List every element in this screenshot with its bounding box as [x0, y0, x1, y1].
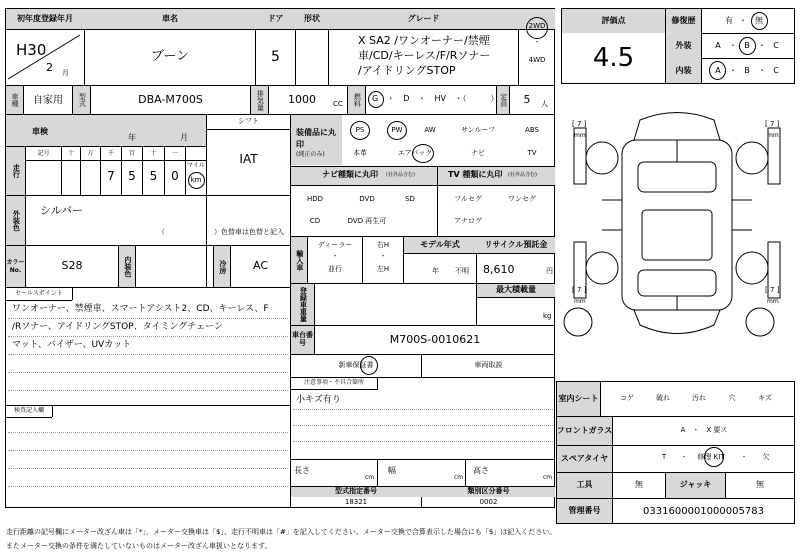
height-unit: cm: [543, 474, 553, 481]
type-number-label: 型式指定番号: [335, 487, 377, 496]
import-parallel: 並行: [328, 265, 342, 274]
dim-tr: [ 7 ]: [765, 120, 780, 128]
max-load-unit: kg: [543, 312, 552, 320]
color-value: シルバー: [40, 204, 83, 217]
glass-label: フロントガラス: [556, 425, 613, 435]
door-count: 5: [271, 48, 280, 65]
dim-bl: [ 7 ]: [572, 286, 587, 294]
navi-label: ナビ種類に丸印: [322, 170, 378, 179]
tv-label: TV 種類に丸印: [448, 170, 503, 179]
dim-tr-unit: mm: [767, 132, 779, 139]
glass-value: A ・ X 要ス: [680, 426, 728, 435]
sales-line-1: ワンオーナー、禁煙車、スマートアシスト2、CD、キーレス、F: [12, 304, 269, 314]
length-unit: cm: [365, 474, 375, 481]
capacity-unit: 人: [541, 100, 548, 108]
sales-line-3: マット、バイザー、UVカット: [12, 340, 132, 350]
grade-line-3: /アイドリングSTOP: [358, 64, 456, 77]
header-doors: ドア: [267, 13, 284, 23]
inspection-month: 月: [180, 133, 188, 142]
drive-2wd: 2WD: [528, 22, 546, 31]
jack-label: ジャッキ: [679, 480, 712, 490]
tv-fullseg: フルセグ: [454, 195, 482, 204]
sales-rule-2: [8, 336, 288, 337]
model-year-label: モデル年式: [420, 239, 460, 249]
mileage-label: 走行: [12, 164, 21, 178]
fuel-gasoline-circle: [368, 91, 384, 108]
warranty-circle: [360, 356, 378, 375]
new-car-warranty: 新車保証書: [338, 361, 374, 370]
km-circle: [188, 172, 205, 189]
inspection-notes-label: 検査記入欄: [13, 407, 44, 415]
unit-0: 十: [67, 149, 74, 157]
repair-no: 無: [755, 15, 763, 25]
equip-pw: PW: [391, 126, 403, 135]
unit-3: 百: [128, 149, 135, 157]
spare-dot: ・: [680, 453, 688, 462]
width-label: 幅: [388, 466, 396, 475]
tv-analog: アナログ: [454, 217, 482, 226]
digit-5: 0: [171, 169, 179, 184]
equip-abs: ABS: [525, 126, 539, 135]
max-load-label: 最大積載量: [496, 285, 536, 295]
repair-history-label: 修復歴: [671, 15, 696, 25]
fuel-options: G ・ D ・ HV ・（ ）: [372, 94, 499, 103]
exterior-dot-2: ・: [758, 40, 766, 50]
sales-label: セールスポイント: [15, 289, 63, 297]
inspection-label: 車検: [32, 127, 48, 136]
interior-dot-2: ・: [758, 65, 766, 75]
spare-dot-2: ・: [740, 453, 748, 462]
import-dot: ・: [331, 252, 339, 261]
mileage-kigo: 記号: [37, 149, 50, 157]
import-label: 輸入車: [295, 249, 304, 271]
dim-br: [ 7 ]: [765, 286, 780, 294]
equipment-label: 装備品に丸印: [296, 128, 336, 149]
digit-3: 5: [128, 169, 136, 184]
repair-yes: 有: [725, 15, 733, 25]
score-value: 4.5: [592, 42, 635, 73]
capacity-value: 5: [523, 92, 531, 106]
color-label: 外装色: [12, 210, 21, 231]
management-number: 0331600001000005783: [643, 505, 764, 517]
tv-note: (社外品含む): [508, 172, 537, 178]
navi-note: (社外品含む): [386, 172, 415, 178]
interior-a: A: [715, 65, 721, 75]
digit-0: [62, 162, 80, 192]
recycle-unit: 円: [546, 267, 553, 275]
seat-scratch: キズ: [758, 394, 772, 403]
cc-unit: CC: [333, 100, 343, 108]
navi-sd: SD: [405, 195, 415, 204]
length-label: 長さ: [294, 466, 310, 475]
header-grade: グレード: [407, 13, 440, 23]
interior-label: 内装: [675, 65, 692, 75]
equip-ps-circle: [350, 121, 370, 140]
score-label: 評価点: [601, 15, 626, 25]
recycle-value: 8,610: [483, 263, 515, 276]
ac-value: AC: [252, 259, 268, 273]
spare-label: スペアタイヤ: [560, 453, 609, 463]
shift-label: シフト: [238, 117, 259, 126]
tools-value: 無: [635, 480, 643, 490]
equip-sunroof: サンルーフ: [460, 126, 496, 135]
navi-dvd-play: DVD 再生可: [347, 217, 387, 226]
color-no-label: カラーNo.: [6, 259, 25, 274]
spare-kit-circle: [704, 447, 724, 467]
chassis-label: 車台番号: [292, 331, 313, 347]
km-label: km: [190, 176, 202, 185]
exterior-dot-1: ・: [729, 40, 737, 50]
footer-line-1: 走行距離の記号欄にメーター改ざん車は「*」、メーター交換車は「$」、走行不明車は「#」を記入してください。メーター交換で合算表示した場合にも「$」は記入ください。: [6, 528, 557, 536]
equip-airbag-circle: [412, 144, 434, 163]
equip-tv: TV: [527, 149, 537, 158]
sales-rule-1: [8, 318, 288, 319]
reg-weight-label: 登録車重量: [299, 287, 308, 322]
dim-br-unit: mm: [767, 298, 779, 305]
spare-t: T: [661, 453, 667, 462]
recycle-label: リサイクル預託金: [484, 239, 548, 249]
seat-tear: 破れ: [656, 394, 670, 403]
equip-airbag: エアバック: [397, 149, 433, 158]
capacity-label: 定員: [499, 93, 508, 107]
interior-b: B: [744, 65, 750, 75]
sales-line-2: /Rソナー、アイドリングSTOP、タイミングチェーン: [12, 322, 223, 332]
usage-label: 車種: [11, 93, 19, 107]
equip-navi: ナビ: [471, 149, 485, 158]
type-number-value: 18321: [344, 497, 368, 506]
navi-cd: CD: [309, 217, 321, 226]
equip-leather: 本革: [353, 149, 367, 158]
digit-2: 7: [107, 169, 115, 184]
notes-rule-3: [293, 441, 553, 442]
insp-rule-4: [8, 486, 288, 487]
handle-right: 右H: [376, 241, 390, 250]
drive-4wd: 4WD: [528, 56, 546, 65]
header-shape: 形状: [304, 13, 320, 23]
unit-5: 一: [171, 149, 178, 157]
repair-no-circle: [751, 12, 768, 30]
height-label: 高さ: [473, 466, 489, 475]
digit-4: 5: [149, 169, 158, 184]
handle-dot: ・: [379, 252, 387, 261]
exterior-b-circle: [739, 37, 756, 55]
drive-2wd-circle: [526, 17, 548, 39]
footer-line-2: またメーター交換の条件を満たしていないものはメーター改ざん車扱いとなります。: [6, 542, 272, 550]
class-number-value: 0002: [479, 497, 498, 506]
equip-aw: AW: [424, 126, 436, 135]
management-label: 管理番号: [568, 505, 601, 515]
model-year-year: 年: [432, 267, 439, 275]
inspection-year: 年: [128, 133, 136, 142]
grade-line-1: X SA2 /ワンオーナー/禁煙: [358, 34, 490, 47]
exterior-b: B: [744, 40, 750, 50]
equip-ps: PS: [355, 126, 365, 135]
interior-dot-1: ・: [729, 65, 737, 75]
color-no-value: S28: [61, 259, 83, 273]
insp-rule-1: [8, 432, 288, 433]
notes-rule-1: [293, 409, 553, 410]
notes-rule-2: [293, 425, 553, 426]
color-note: （ ）色替車は色替と記入: [158, 228, 284, 236]
chassis-number: M700S-0010621: [389, 332, 481, 346]
displacement-value: 1000: [288, 92, 316, 106]
digit-1: [81, 162, 100, 192]
seat-burn: コゲ: [620, 394, 634, 403]
handle-left: 左H: [376, 265, 390, 274]
sales-rule-4: [8, 372, 288, 373]
unit-2: 千: [107, 149, 114, 157]
unit-4: 十: [150, 149, 157, 157]
grade-line-2: 車/CD/キーレス/F/Rソナー: [358, 49, 491, 62]
shift-value: IAT: [239, 152, 258, 167]
exterior-a: A: [715, 40, 721, 50]
model-value: DBA-M700S: [138, 92, 203, 106]
jack-value: 無: [756, 480, 764, 490]
seat-hole: 穴: [728, 394, 736, 403]
registration-era: H30: [16, 41, 47, 59]
import-dealer: ディーラー: [317, 241, 353, 250]
mile-label: マイル: [187, 161, 205, 169]
repair-sep: ・: [739, 15, 747, 25]
tools-label: 工具: [576, 480, 593, 490]
unit-1: 万: [87, 149, 94, 157]
header-car-name: 車名: [162, 13, 178, 23]
width-unit: cm: [454, 474, 464, 481]
car-damage-diagram: [560, 100, 795, 350]
vehicle-manual: 車両取説: [474, 361, 503, 370]
registration-month-unit: 月: [62, 69, 69, 77]
navi-dvd: DVD: [359, 195, 375, 204]
class-number-label: 類別区分番号: [467, 487, 510, 496]
exterior-label: 外装: [675, 40, 692, 50]
registration-month: 2: [46, 61, 53, 74]
dim-bl-unit: mm: [574, 298, 586, 305]
spare-kit: 修理 KIT: [697, 453, 725, 462]
model-label: 型式: [78, 93, 87, 107]
spare-none: 欠: [762, 453, 770, 462]
header-first-registration: 初年度登録年月: [17, 13, 73, 23]
insp-rule-3: [8, 468, 288, 469]
equipment-sub: (純正のみ): [296, 151, 325, 158]
notes-value: 小キズ有り: [296, 395, 341, 405]
interior-a-circle: [709, 61, 726, 80]
interior-c: C: [773, 65, 779, 75]
insp-rule-2: [8, 450, 288, 451]
exterior-c: C: [773, 40, 779, 50]
ac-label: 冷房: [218, 259, 227, 274]
notes-label: 注意事項・不具合箇所: [303, 379, 364, 387]
sales-rule-3: [8, 354, 288, 355]
fuel-label: 燃料: [353, 93, 362, 107]
tv-oneseg: ワンセグ: [508, 195, 536, 204]
drive-dot: ・: [533, 38, 541, 47]
equip-pw-circle: [387, 121, 407, 140]
seat-label: 室内シート: [558, 394, 599, 404]
interior-color-label: 内装色: [123, 256, 132, 277]
dim-tl: [ 7 ]: [572, 120, 587, 128]
seat-stain: 汚れ: [692, 394, 706, 403]
displacement-label: 排気量: [256, 89, 265, 111]
sales-rule-5: [8, 390, 288, 391]
usage-value: 自家用: [33, 94, 63, 106]
navi-hdd: HDD: [306, 195, 324, 204]
dim-tl-unit: mm: [574, 132, 586, 139]
model-year-unknown: 不明: [455, 267, 469, 275]
car-name-value: ブーン: [150, 49, 190, 65]
